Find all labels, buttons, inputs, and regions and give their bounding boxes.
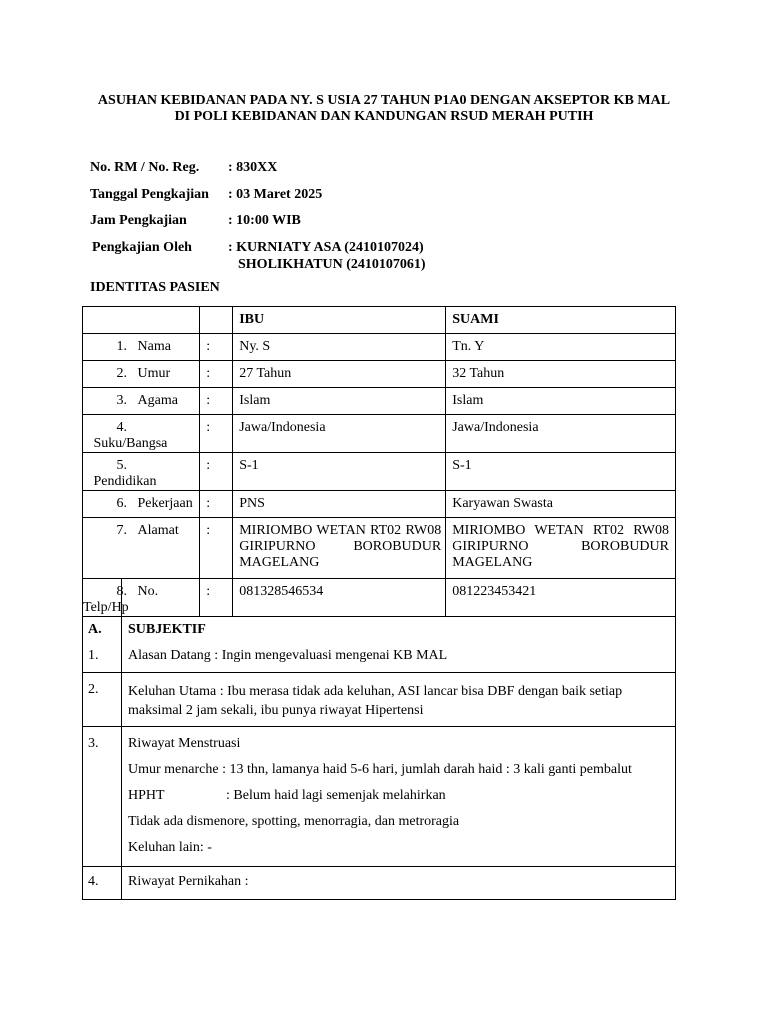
row-number: 8. bbox=[116, 584, 127, 599]
ibu-value: 27 Tahun bbox=[233, 361, 446, 388]
item-number: 3. bbox=[88, 736, 99, 751]
row-label-cell bbox=[83, 453, 200, 491]
section-letter: A. bbox=[88, 622, 102, 637]
table-row bbox=[83, 388, 676, 415]
table-row bbox=[83, 334, 676, 361]
subjective-row-4 bbox=[83, 867, 676, 900]
ibu-value: Jawa/Indonesia bbox=[233, 415, 446, 453]
row-label: Umur bbox=[137, 366, 171, 381]
row-number: 6. bbox=[116, 496, 127, 511]
row-sep: : bbox=[200, 388, 233, 415]
title-line-1: ASUHAN KEBIDANAN PADA NY. S USIA 27 TAHUN P1A0 DENGAN AKSEPTOR KB MAL bbox=[97, 93, 671, 108]
row-label: Nama bbox=[137, 339, 171, 354]
row-number: 7. bbox=[116, 523, 127, 538]
subjective-text-cell bbox=[122, 579, 676, 673]
subjective-row-1 bbox=[83, 579, 676, 673]
document-title bbox=[82, 93, 686, 125]
main-complaint: Keluhan Utama : Ibu merasa tidak ada keluhan, ASI lancar bisa DBF dengan baik setiap maksimal 2 jam sekali, ibu punya riwayat Hipertensi bbox=[128, 684, 623, 718]
meta-assessor-value-2: SHOLIKHATUN (2410107061) bbox=[238, 257, 426, 272]
table-row bbox=[83, 415, 676, 453]
header-sep-cell bbox=[200, 307, 233, 334]
menstrual-disorders-line: Tidak ada dismenore, spotting, menorragia, dan metroragia bbox=[128, 814, 460, 829]
table-row bbox=[83, 491, 676, 518]
subjective-row-3 bbox=[83, 727, 676, 867]
row-sep: : bbox=[200, 361, 233, 388]
subjective-number-cell bbox=[83, 673, 122, 727]
subjective-text-cell bbox=[122, 867, 676, 900]
subjective-table bbox=[82, 578, 676, 900]
row-sep: : bbox=[200, 334, 233, 361]
row-label: Agama bbox=[137, 393, 178, 408]
item-number: 4. bbox=[88, 874, 99, 889]
title-line-2: DI POLI KEBIDANAN DAN KANDUNGAN RSUD MERAH PUTIH bbox=[174, 109, 594, 124]
identity-header-row bbox=[83, 307, 676, 334]
row-number: 2. bbox=[116, 366, 127, 381]
table-row bbox=[83, 453, 676, 491]
meta-assessor bbox=[92, 240, 424, 256]
item-number: 2. bbox=[88, 682, 99, 697]
suami-value: Karyawan Swasta bbox=[446, 491, 676, 518]
hpht-value: : Belum haid lagi semenjak melahirkan bbox=[226, 788, 446, 803]
row-number: 4. bbox=[116, 420, 127, 435]
row-sep: : bbox=[200, 491, 233, 518]
row-label-cell bbox=[83, 361, 200, 388]
menarche-line: Umur menarche : 13 thn, lamanya haid 5-6 hari, jumlah darah haid : 3 kali ganti pembalut bbox=[128, 762, 632, 777]
meta-time-value: : 10:00 WIB bbox=[228, 213, 301, 228]
subjective-number-cell bbox=[83, 867, 122, 900]
meta-date bbox=[90, 187, 322, 203]
subjective-number-cell bbox=[83, 579, 122, 673]
meta-assessor-value: : KURNIATY ASA (2410107024) bbox=[228, 240, 424, 255]
meta-rm-value: : 830XX bbox=[228, 160, 278, 175]
subjective-row-2 bbox=[83, 673, 676, 727]
row-sep: : bbox=[200, 453, 233, 491]
meta-date-value: : 03 Maret 2025 bbox=[228, 187, 323, 202]
meta-time-label: Jam Pengkajian bbox=[90, 213, 187, 228]
suami-value: Jawa/Indonesia bbox=[446, 415, 676, 453]
suami-address: MIRIOMBO WETAN RT02 RW08 GIRIPURNO BOROBUDUR MAGELANG bbox=[446, 518, 676, 579]
row-label-cell bbox=[83, 388, 200, 415]
section-title: SUBJEKTIF bbox=[128, 622, 206, 637]
identity-table bbox=[82, 306, 676, 617]
subjective-text-cell bbox=[122, 727, 676, 867]
hpht-label: HPHT bbox=[128, 788, 165, 803]
row-label-cell bbox=[83, 518, 200, 579]
hpht-line bbox=[128, 788, 669, 804]
meta-date-label: Tanggal Pengkajian bbox=[90, 187, 209, 202]
suami-value: Islam bbox=[446, 388, 676, 415]
subjective-number-cell bbox=[83, 727, 122, 867]
row-label: Alamat bbox=[137, 523, 179, 538]
row-sep: : bbox=[200, 415, 233, 453]
header-suami: SUAMI bbox=[446, 307, 676, 334]
suami-value: 081223453421 bbox=[446, 579, 676, 617]
row-label: No. Telp/Hp bbox=[83, 584, 159, 615]
header-empty-cell bbox=[83, 307, 200, 334]
reason-visit: Alasan Datang : Ingin mengevaluasi mengenai KB MAL bbox=[128, 648, 448, 663]
row-number: 5. bbox=[116, 458, 127, 473]
suami-value: 32 Tahun bbox=[446, 361, 676, 388]
meta-rm bbox=[90, 160, 277, 176]
header-ibu: IBU bbox=[233, 307, 446, 334]
row-label: Suku/Bangsa bbox=[93, 436, 168, 451]
meta-time bbox=[90, 213, 301, 229]
ibu-value: 081328546534 bbox=[233, 579, 446, 617]
suami-value: Tn. Y bbox=[446, 334, 676, 361]
suami-value: S-1 bbox=[446, 453, 676, 491]
meta-rm-label: No. RM / No. Reg. bbox=[90, 160, 200, 175]
table-row bbox=[83, 518, 676, 579]
subjective-text-cell bbox=[122, 673, 676, 727]
ibu-value: S-1 bbox=[233, 453, 446, 491]
row-number: 1. bbox=[116, 339, 127, 354]
menstrual-history-title: Riwayat Menstruasi bbox=[128, 736, 241, 751]
row-label: Pekerjaan bbox=[137, 496, 193, 511]
row-label-cell bbox=[83, 491, 200, 518]
other-complaint-line: Keluhan lain: - bbox=[128, 840, 212, 855]
item-number: 1. bbox=[88, 648, 99, 663]
row-label-cell bbox=[83, 415, 200, 453]
meta-assessor-label: Pengkajian Oleh bbox=[92, 240, 192, 255]
table-row bbox=[83, 361, 676, 388]
row-label: Pendidikan bbox=[93, 474, 157, 489]
identity-heading: IDENTITAS PASIEN bbox=[90, 280, 220, 295]
row-label-cell bbox=[83, 334, 200, 361]
ibu-value: Ny. S bbox=[233, 334, 446, 361]
ibu-value: Islam bbox=[233, 388, 446, 415]
row-sep: : bbox=[200, 579, 233, 617]
ibu-value: PNS bbox=[233, 491, 446, 518]
marriage-history: Riwayat Pernikahan : bbox=[128, 874, 249, 889]
ibu-address: MIRIOMBO WETAN RT02 RW08 GIRIPURNO BOROBUDUR MAGELANG bbox=[233, 518, 446, 579]
row-number: 3. bbox=[116, 393, 127, 408]
row-sep: : bbox=[200, 518, 233, 579]
